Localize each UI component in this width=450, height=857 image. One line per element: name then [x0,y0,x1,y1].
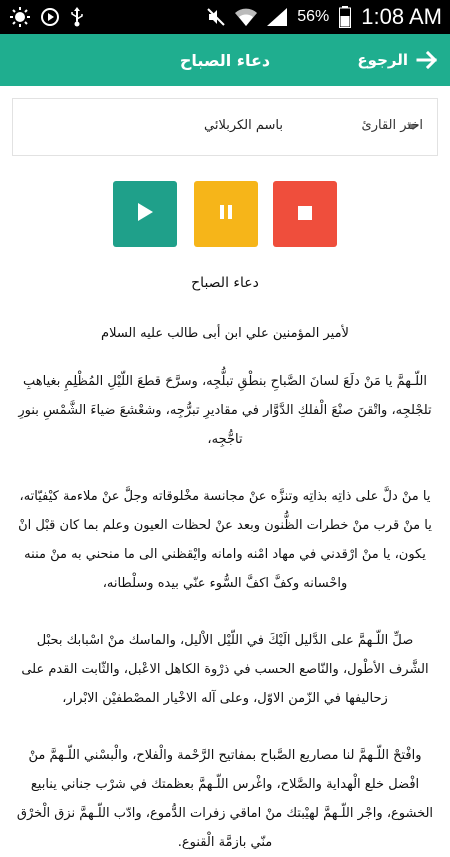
reader-dropdown[interactable] [13,99,303,157]
prayer-subtitle: لأمير المؤمنين علي ابن أبى طالب عليه السلام [101,326,349,341]
signal-icon [267,8,287,26]
status-time: 1:08 AM [361,4,442,29]
brightness-icon [10,7,30,27]
app-bar [0,34,450,86]
back-button[interactable] [357,34,438,86]
prayer-paragraph: يا منْ دلَّ على ذاتِه بذاتِه وتنزَّه عنْ مجانسة مخْلوقاته وجلَّ عنْ ملاءمة كيْفيّاته، يا منْ قرب منْ خطرات الظُّنون وبعد عنْ لحظات العيون وعلم بما كان قبْل انْ يكون، يا منْ ارْقدني في مهاد امْنه وامانه وايْقظني الى ما منحني به منْ مننه واحْسانه وكفَّ اكفَّ السُّوء عنّي بيده وسلْطانه، [18,489,432,591]
prayer-paragraph: صلِّ اللّـهمَّ على الدَّليل الَيْكَ في اللّيْل الاْليل، والماسك منْ اسْبابك بحبْل الشَّرف الأطْول، والنّاصع الحسب في ذرْوة الكاهل الاعْبل، والثّابت القدم على زحاليفها في الزّمن الاوّل، وعلى آله الاخْيار المصْطفيْن الابْرار، [21,633,429,706]
play-icon [136,202,154,226]
usb-icon [70,7,84,27]
reader-label: اختر القارئ [361,118,423,133]
play-button[interactable] [113,181,177,247]
pause-button[interactable] [194,181,258,247]
back-label: الرجوع [357,51,408,69]
prayer-paragraph: اللّـهمَّ يا مَنْ دلَعَ لسانَ الصَّباحِ بنطْقِ تبلُّجِه، وسرَّحَ قطعَ اللّيْلِ المُظْلِمِ بغياهبِ تلجْلجِه، واتْقنَ صنْعَ الْفلكِ الدَّوَّار في مقاديرِ تبرُّجِه، وشعْشعَ ضياءَ الشَّمْسِ بنورِ تاجُّجِه، [18,374,432,447]
mute-icon [207,8,225,26]
stop-icon [298,205,312,224]
status-bar [0,0,450,34]
status-bar-left [10,7,84,27]
battery-percent: 56% [297,8,330,25]
stop-button[interactable] [273,181,337,247]
arrow-right-icon [418,51,438,69]
status-bar-right [207,4,442,30]
page-title: دعاء الصباح [179,50,271,70]
pause-icon [219,204,233,224]
battery-icon [339,6,351,28]
prayer-content [16,262,434,850]
reader-selected-value: باسم الكربلائي [203,118,283,133]
prayer-paragraph: وافْتحْ اللّـهمَّ لنا مصاريع الصَّباح بمفاتيح الرَّحْمة والْفلاح، والْبسْني اللّـهمَّ منْ افْضل خلع الْهداية والصَّلاح، واغْرس اللّـهمَّ بعظمتك في شرْب جناني ينابيع الخشوع، واجْر اللّـهمَّ لهيْبتك منْ اماقي زفرات الدُّموع، وادّب اللّـهمَّ نزق الْخرْق منّي بازمَّة الْقنوع. [16,748,434,850]
reader-selector [12,98,438,156]
playback-controls [0,181,450,247]
wifi-icon [235,8,257,26]
play-icon [40,7,60,27]
prayer-title: دعاء الصباح [191,275,259,291]
